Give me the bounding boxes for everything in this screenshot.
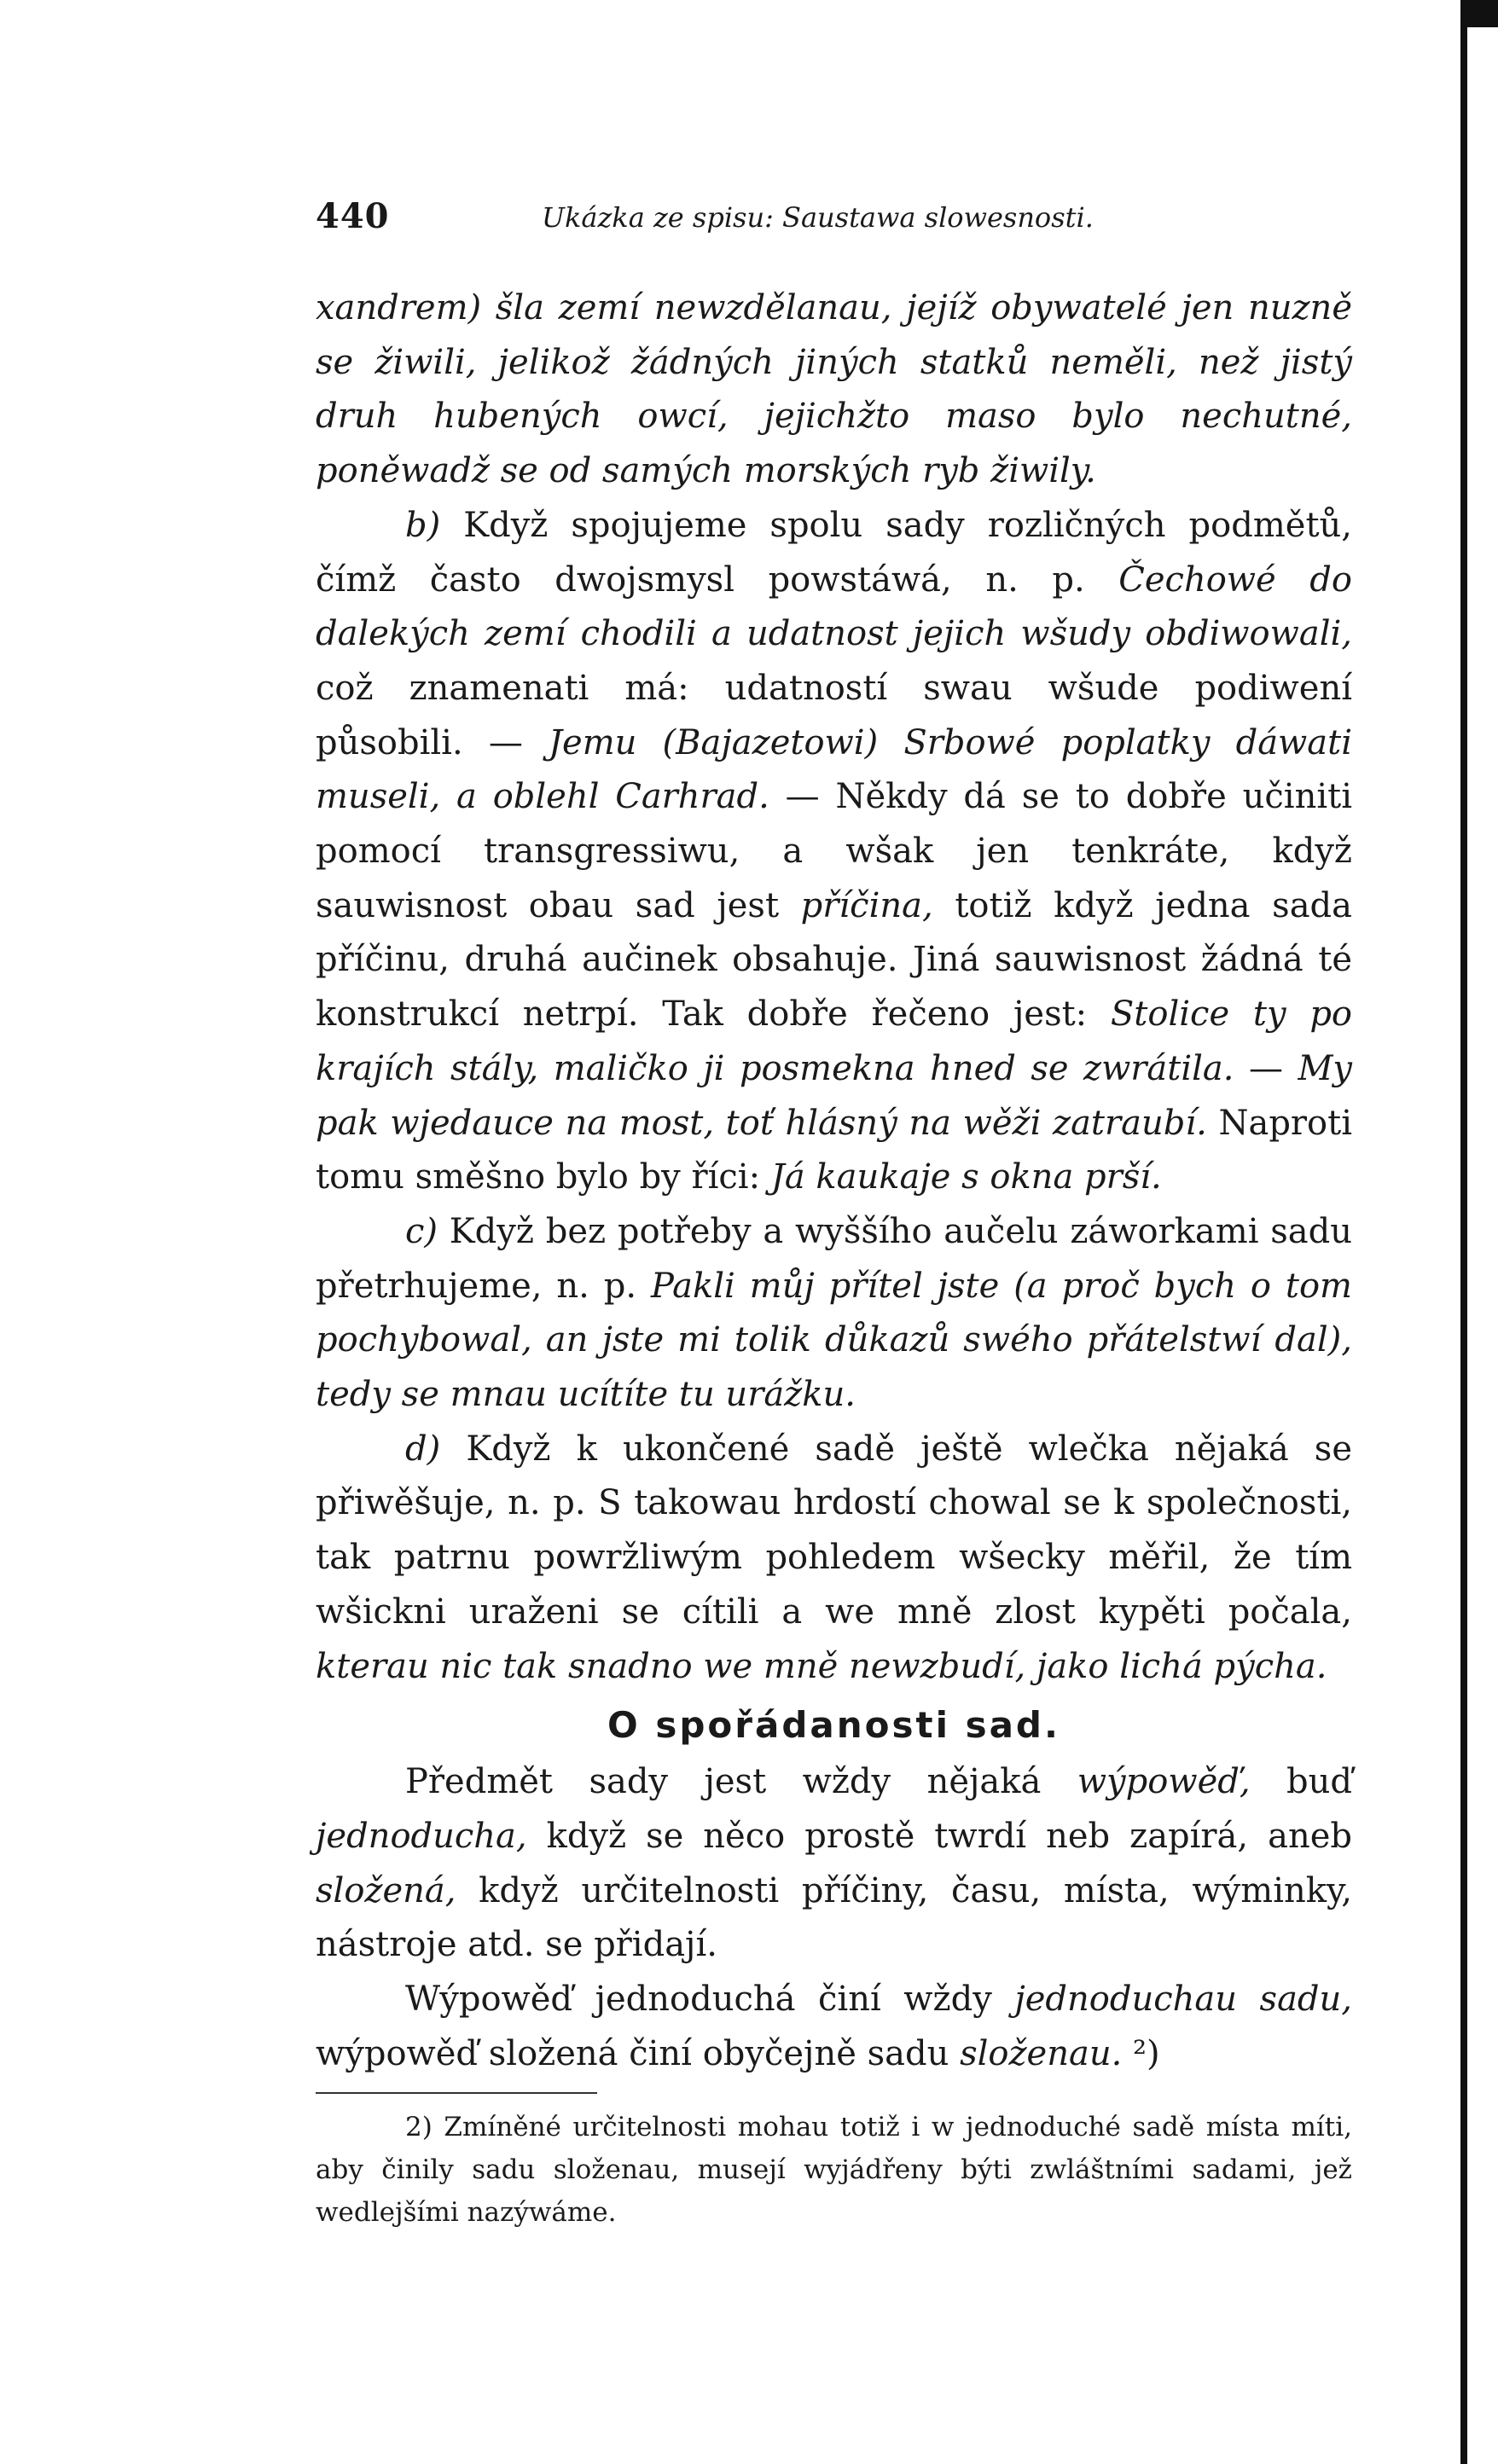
- example-text: Já kaukaje s okna prší.: [770, 1157, 1162, 1197]
- section-title: O spořádanosti sad.: [607, 1704, 1060, 1747]
- paragraph-c: [316, 1205, 1352, 1423]
- text-run: buď: [1250, 1762, 1353, 1802]
- example-text: My pak wjedauce na most, toť hlásný na wěži zatraubí.: [316, 1048, 1352, 1143]
- text-run: —: [1234, 1048, 1298, 1088]
- text-run: když se něco prostě twrdí neb zapírá, aneb: [526, 1816, 1352, 1856]
- text-run: Naproti tomu směšno bylo by říci:: [316, 1103, 1352, 1197]
- footnote-text: 2) Zmíněné určitelnosti mohau totiž i w jednoduché sadě místa míti, aby činily sadu složenau, musejí wyjádřeny býti zwláštními sadami, jež wedlejšími nazýwáme.: [316, 2111, 1352, 2228]
- example-text: kterau nic tak snadno we mně newzbudí, jako lichá pýcha.: [316, 1646, 1327, 1686]
- item-marker: b): [405, 505, 441, 545]
- item-marker: d): [405, 1429, 441, 1469]
- book-page: [316, 196, 1352, 2234]
- footnote-rule: [316, 2092, 597, 2094]
- item-marker: c): [405, 1211, 438, 1251]
- example-text: Pakli můj přítel jste (a proč bych o tom pochybowal, an jste mi tolik důkazů swého přátelstwí dal), tedy se mnau ucítíte tu urážku.: [316, 1266, 1352, 1415]
- example-text: Čechowé do dalekých zemí chodili a udatnost jejich wšudy obdiwowali,: [316, 559, 1352, 654]
- page-header: [316, 196, 1352, 247]
- term-text: složená,: [316, 1870, 456, 1910]
- text-run: — Někdy dá se to dobře učiniti pomocí transgressiwu, a wšak jen tenkráte, když sauwisnost obau sad jest: [316, 777, 1352, 925]
- text-run: Předmět sady jest wždy nějaká: [405, 1762, 1077, 1802]
- text-run: když určitelnosti příčiny, času, místa, wýminky, nástroje atd. se přidají.: [316, 1870, 1352, 1965]
- paragraph-continuation: [316, 281, 1352, 499]
- term-text: wýpowěď,: [1077, 1762, 1251, 1802]
- page-edge-shadow: [1460, 0, 1467, 2464]
- footnote-ref: ²): [1122, 2033, 1160, 2073]
- term-text: jednoducha,: [316, 1816, 527, 1856]
- example-text: Jemu (Bajazetowi) Srbowé poplatky dáwati museli, a oblehl Carhrad.: [316, 722, 1352, 817]
- text-run: totiž když jedna sada příčinu, druhá aučinek obsahuje. Jiná sauwisnost žádná té konstrukcí netrpí. Tak dobře řečeno jest:: [316, 885, 1352, 1035]
- term-text: složenau.: [960, 2033, 1123, 2073]
- text-run: Když k ukončené sadě ještě wlečka nějaká se přiwěšuje, n. p. S takowau hrdostí chowal se k společnosti, tak patrnu powržliwým pohledem wšecky měřil, že tím wšickni uraženi se cítili a we mně zlost kypěti počala,: [316, 1429, 1352, 1632]
- page-edge-corner: [1463, 0, 1498, 27]
- running-head: Ukázka ze spisu: Saustawa slowesnosti.: [542, 201, 1094, 234]
- text-run: Když spojujeme spolu sady rozličných podmětů, čímž často dwojsmysl powstáwá, n. p.: [316, 505, 1352, 600]
- paragraph-b: [316, 499, 1352, 1205]
- italic-text: xandrem) šla zemí newzdělanau, jejíž obywatelé jen nuzně se žiwili, jelikož žádných jiných statků neměli, než jistý druh hubených owcí, jejichžto maso bylo nechutné, poněwadž se od samých morských ryb žiwily.: [316, 288, 1352, 491]
- text-run: což znamenati má: udatností swau wšude podiwení působili. —: [316, 668, 1352, 762]
- text-run: wýpowěď složená činí obyčejně sadu: [316, 2033, 961, 2073]
- page-number: 440: [316, 196, 390, 236]
- text-run: Wýpowěď jednoduchá činí wždy: [405, 1980, 1015, 2020]
- footnote: [316, 2106, 1352, 2234]
- paragraph-intro: [316, 1755, 1352, 1973]
- paragraph-d: [316, 1423, 1352, 1695]
- page-body: [316, 281, 1352, 2234]
- paragraph-definition: [316, 1973, 1352, 2081]
- term-text: jednoduchau sadu,: [1014, 1980, 1352, 2020]
- emphasis-text: příčina,: [800, 885, 933, 925]
- example-text: Stolice ty po krajích stály, maličko ji posmekna hned se zwrátila.: [316, 994, 1352, 1088]
- text-run: Když bez potřeby a wyššího aučelu záworkami sadu přetrhujeme, n. p.: [316, 1211, 1352, 1306]
